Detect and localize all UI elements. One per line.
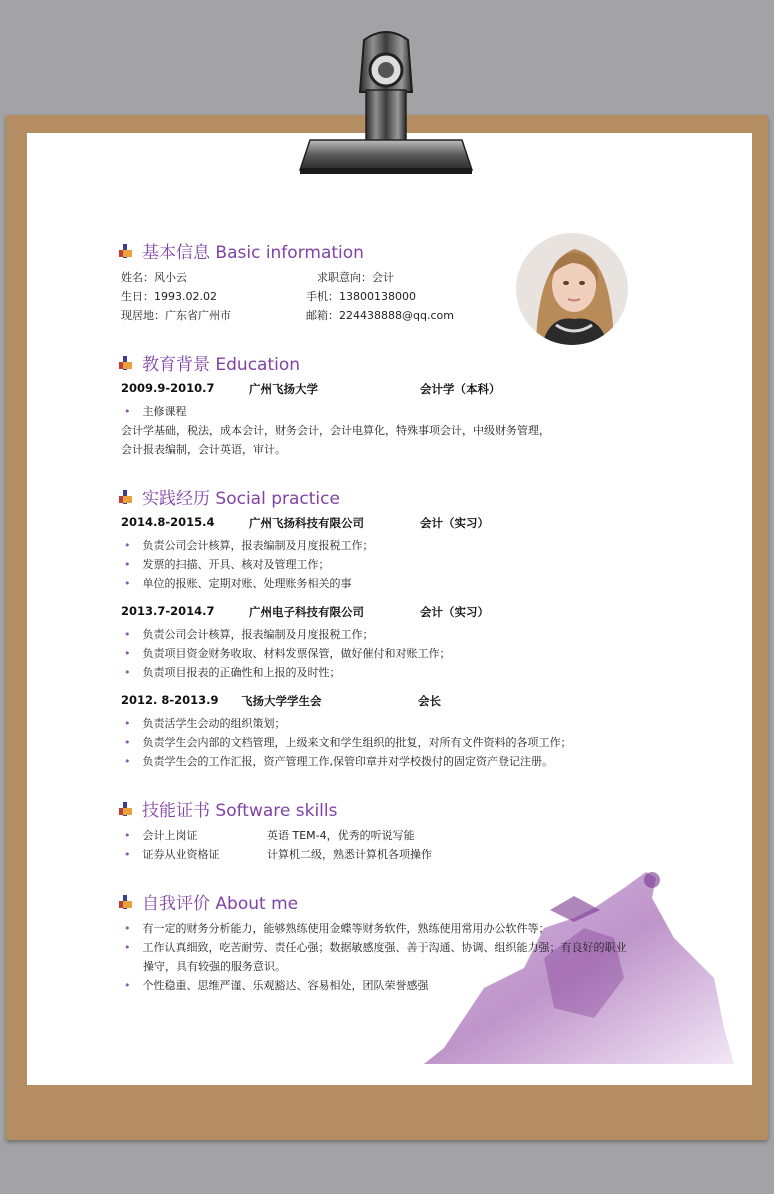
list-item: • 会计上岗证 [124, 829, 198, 842]
list-item: • 负责活学生会动的组织策划； [124, 717, 286, 730]
graduation-silhouette-icon [424, 868, 734, 1064]
skill-desc: 英语 TEM-4，优秀的听说写能 [267, 829, 415, 842]
job-period: 2014.8-2015.4 [121, 515, 215, 529]
binder-clip-icon [296, 26, 476, 178]
section-bullet-icon [118, 355, 134, 371]
list-item: • 负责公司会计核算，报表编制及月度报税工作； [124, 628, 374, 641]
job-org: 广州电子科技有限公司 [249, 605, 364, 619]
intent-field: 求职意向：会计 [317, 271, 394, 284]
education-school: 广州飞扬大学 [249, 382, 318, 396]
section-bullet-icon [118, 243, 134, 259]
job-org: 广州飞扬科技有限公司 [249, 516, 364, 530]
email-field: 邮箱：224438888@qq.com [306, 309, 454, 322]
section-title-about: 自我评价 About me [118, 889, 298, 914]
residence-field: 现居地：广东省广州市 [121, 309, 231, 322]
profile-photo [516, 233, 628, 345]
section-title-education: 教育背景 Education [118, 350, 300, 375]
section-bullet-icon [118, 894, 134, 910]
skill-desc: 计算机二级，熟悉计算机各项操作 [267, 848, 432, 861]
name-field: 姓名：风小云 [121, 271, 187, 284]
education-period: 2009.9-2010.7 [121, 381, 215, 395]
list-item-continuation: 操守，具有较强的服务意识。 [143, 960, 286, 973]
courses-text: 会计报表编制，会计英语，审计。 [121, 443, 286, 456]
education-major: 会计学（本科） [420, 382, 501, 396]
list-item: • 负责学生会的工作汇报，资产管理工作,保管印章并对学校拨付的固定资产登记注册。 [124, 755, 553, 768]
section-title-skills: 技能证书 Software skills [118, 796, 337, 821]
list-item: • 负责公司会计核算，报表编制及月度报税工作； [124, 539, 374, 552]
section-title-basic: 基本信息 Basic information [118, 238, 364, 263]
section-title-practice: 实践经历 Social practice [118, 484, 340, 509]
job-role: 会长 [418, 694, 441, 708]
job-period: 2012. 8-2013.9 [121, 693, 219, 707]
phone-field: 手机：13800138000 [306, 290, 416, 303]
list-item: • 主修课程 [124, 405, 187, 418]
list-item: • 单位的报账、定期对账、处理账务相关的事 [124, 577, 352, 590]
list-item: • 个性稳重、思维严谨、乐观豁达、容易相处，团队荣誉感强 [124, 979, 429, 992]
list-item: • 负责学生会内部的文档管理，上级来文和学生组织的批复，对所有文件资料的各项工作； [124, 736, 572, 749]
job-period: 2013.7-2014.7 [121, 604, 215, 618]
section-bullet-icon [118, 801, 134, 817]
section-bullet-icon [118, 489, 134, 505]
courses-text: 会计学基础，税法，成本会计，财务会计，会计电算化，特殊事项会计，中级财务管理， [121, 424, 550, 437]
job-role: 会计（实习） [420, 516, 489, 530]
list-item: • 负责项目报表的正确性和上报的及时性； [124, 666, 341, 679]
list-item: • 证券从业资格证 [124, 848, 220, 861]
birth-field: 生日：1993.02.02 [121, 290, 217, 303]
list-item: • 发票的扫描、开具、核对及管理工作； [124, 558, 330, 571]
job-org: 飞扬大学学生会 [241, 694, 322, 708]
list-item: • 工作认真细致，吃苦耐劳、责任心强；数据敏感度强、善于沟通、协调、组织能力强；有良好的职业 [124, 941, 627, 954]
list-item: • 负责项目资金财务收取、材料发票保管，做好催付和对账工作； [124, 647, 451, 660]
job-role: 会计（实习） [420, 605, 489, 619]
list-item: • 有一定的财务分析能力，能够熟练使用金蝶等财务软件，熟练使用常用办公软件等； [124, 922, 550, 935]
